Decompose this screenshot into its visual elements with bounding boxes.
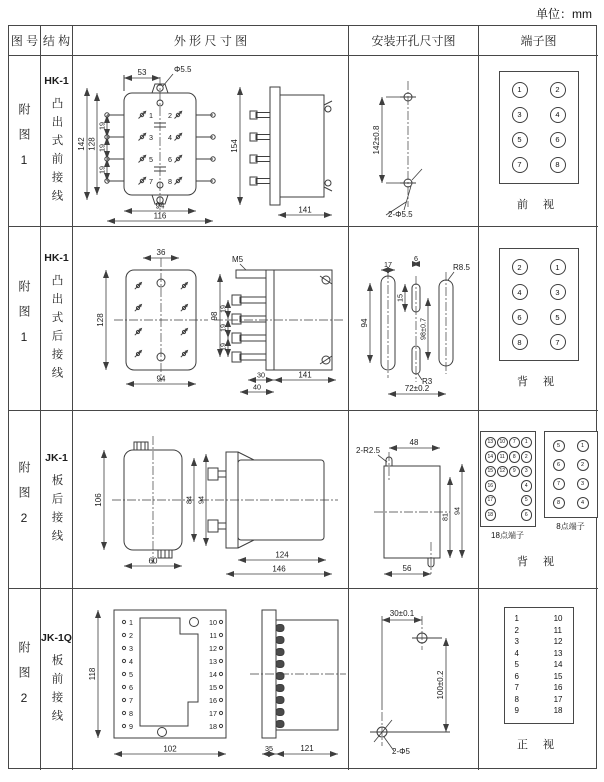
dim-label: 56 xyxy=(402,563,411,573)
terminal-point: 2 xyxy=(521,451,533,463)
header-install: 安装开孔尺寸图 xyxy=(349,26,479,56)
outline-drawing-jk1 xyxy=(74,412,348,588)
dim-label: 53 xyxy=(137,67,146,77)
terminal-no: 9 xyxy=(514,706,519,716)
dim-label: 94 xyxy=(452,506,461,515)
terminal-no: 10 xyxy=(553,614,563,624)
terminal-point: 1 xyxy=(577,440,589,452)
terminal-box-18 xyxy=(480,431,536,527)
header-terminal: 端子图 xyxy=(479,26,598,56)
terminal-point: 7 xyxy=(550,334,566,350)
terminal-point: 5 xyxy=(550,309,566,325)
install-drawing-jk1 xyxy=(350,412,478,588)
terminal-point: 16 xyxy=(485,480,497,492)
terminal-point: 8 xyxy=(550,157,566,173)
dim-label: 72±0.2 xyxy=(404,383,429,393)
terminal-point: 7 xyxy=(553,478,565,490)
header-fig-no: 图 号 xyxy=(9,26,41,56)
dim-label: 84 xyxy=(184,495,193,504)
terminal-row3 xyxy=(479,411,598,589)
view-label: 正 视 xyxy=(516,738,561,751)
dim-label: 118 xyxy=(87,667,97,681)
terminal-point: 1 xyxy=(521,437,533,449)
mount-label: 板前接线 xyxy=(50,653,63,728)
rear-view xyxy=(96,248,208,384)
terminal-point: 3 xyxy=(521,466,533,478)
dim-label: 60 xyxy=(148,556,157,565)
mount-label: 凸出式后接线 xyxy=(50,274,63,385)
structure-row2 xyxy=(41,227,73,411)
terminal-no: 2 xyxy=(167,110,172,120)
terminal-point: 4 xyxy=(521,480,533,492)
terminal-col-right xyxy=(554,614,563,717)
side-view xyxy=(200,452,338,574)
terminal-point: 8 xyxy=(553,497,565,509)
dim-label: 141 xyxy=(297,205,312,214)
install-drawing-jk1q xyxy=(350,590,478,769)
dim-label: 19 xyxy=(97,121,106,130)
terminal-no: 7 xyxy=(514,683,519,693)
install-row4 xyxy=(349,589,479,770)
install-row3 xyxy=(349,411,479,589)
terminal-no: 1 xyxy=(148,110,153,120)
view-label: 背 视 xyxy=(516,376,561,388)
terminal-no: 3 xyxy=(128,644,133,653)
terminal-point: 3 xyxy=(512,107,528,123)
dim-label: 142 xyxy=(76,136,86,151)
terminal-point: 2 xyxy=(577,459,589,471)
dim-label: 94 xyxy=(196,495,205,504)
terminal-point: 9 xyxy=(509,466,521,478)
terminal-point: 4 xyxy=(512,284,528,300)
fig-no-label: 附图1 xyxy=(17,280,31,357)
terminal-no: 2 xyxy=(128,631,133,640)
outline-row1 xyxy=(73,56,349,227)
side-view xyxy=(230,87,332,215)
dim-label: Φ5.5 xyxy=(173,64,192,74)
dim-label: 19 xyxy=(97,143,106,152)
terminal-point: 10 xyxy=(497,437,509,449)
terminal-no: 8 xyxy=(514,694,519,704)
terminal-no: 7 xyxy=(148,176,153,186)
terminal-no: 14 xyxy=(208,670,217,679)
terminal-no: 13 xyxy=(208,657,217,666)
terminal-boxes xyxy=(480,431,598,541)
dim-label: 142±0.8 xyxy=(371,125,381,154)
terminal-no: 1 xyxy=(128,618,133,627)
terminal-no: 12 xyxy=(208,644,217,653)
terminal-no: 11 xyxy=(553,625,562,635)
dim-label: 102 xyxy=(162,744,177,754)
dim-label: 121 xyxy=(299,744,314,753)
terminal-no: 18 xyxy=(553,706,563,716)
terminal-point: 7 xyxy=(509,437,521,449)
terminal-box-numeric xyxy=(504,607,574,724)
terminal-8pt xyxy=(544,431,598,532)
model-label: HK-1 xyxy=(44,74,69,87)
terminal-no: 12 xyxy=(553,637,563,647)
dim-label: 116 xyxy=(153,211,166,220)
model-label: HK-1 xyxy=(44,252,69,264)
model-label: JK-1Q xyxy=(41,631,72,644)
terminal-no: 3 xyxy=(148,132,153,142)
terminal-point: 2 xyxy=(550,82,566,98)
dim-label: 124 xyxy=(274,550,289,559)
terminal-caption: 18点端子 xyxy=(491,530,524,540)
outline-row2 xyxy=(73,227,349,411)
mount-label: 板后接线 xyxy=(50,473,63,548)
dim-label: 94 xyxy=(359,318,369,327)
terminal-no: 10 xyxy=(208,618,217,627)
terminal-no: 5 xyxy=(128,670,133,679)
terminal-no: 1 xyxy=(514,614,519,624)
dim-label: 2-R2.5 xyxy=(355,445,380,455)
terminal-no: 4 xyxy=(514,648,519,658)
terminal-no: 15 xyxy=(553,671,563,681)
terminal-no: 17 xyxy=(553,694,563,704)
fig-no-row2 xyxy=(9,227,41,411)
dim-label: 2-Φ5 xyxy=(391,747,410,756)
terminal-point: 1 xyxy=(512,82,528,98)
dim-label: 98±0.7 xyxy=(418,317,427,340)
dim-label: 19 xyxy=(97,165,106,174)
front-view xyxy=(94,436,206,566)
model-label: JK-1 xyxy=(45,451,68,464)
terminal-box-8 xyxy=(544,431,598,518)
terminal-no: 6 xyxy=(128,683,133,692)
dim-label: 94 xyxy=(155,201,164,210)
install-drawing-hk1-rear xyxy=(350,228,478,410)
terminal-point: 4 xyxy=(550,107,566,123)
terminal-no: 9 xyxy=(128,722,133,731)
dim-label: 15 xyxy=(395,293,404,302)
terminal-no: 2 xyxy=(514,625,519,635)
terminal-point: 8 xyxy=(512,334,528,350)
dim-label: 128 xyxy=(95,312,105,327)
install-row2 xyxy=(349,227,479,411)
terminal-no: 13 xyxy=(553,648,563,658)
terminal-point: 13 xyxy=(485,437,497,449)
front-view xyxy=(88,610,226,754)
terminal-point: 14 xyxy=(485,451,497,463)
mount-label: 凸出式前接线 xyxy=(50,96,63,208)
terminal-18pt xyxy=(480,431,536,541)
dim-label: R3 xyxy=(421,376,432,386)
terminal-no: 5 xyxy=(514,660,519,670)
install-drawing-hk1-front xyxy=(350,57,478,226)
dim-label: 98 xyxy=(209,311,219,320)
terminal-no: 4 xyxy=(167,132,172,142)
terminal-no: 15 xyxy=(208,683,217,692)
dim-label: 106 xyxy=(93,492,103,507)
dim-label: 154 xyxy=(229,138,239,153)
outline-row3 xyxy=(73,411,349,589)
structure-row1 xyxy=(41,56,73,227)
fig-no-row1 xyxy=(9,56,41,227)
dim-label: 35 xyxy=(264,744,273,753)
front-view xyxy=(77,65,215,221)
terminal-point: 5 xyxy=(553,440,565,452)
terminal-point: 6 xyxy=(512,309,528,325)
dim-label: 17 xyxy=(383,259,392,269)
terminal-point: 6 xyxy=(550,132,566,148)
dim-label: 146 xyxy=(271,564,286,573)
outline-drawing-hk1-front xyxy=(74,57,348,226)
terminal-point: 11 xyxy=(497,451,509,463)
terminal-point: 1 xyxy=(550,259,566,275)
dim-label: 19 xyxy=(218,304,227,313)
dim-label: 100±0.2 xyxy=(435,670,445,700)
terminal-no: 6 xyxy=(167,154,172,164)
thread-label: M5 xyxy=(231,254,243,264)
terminal-no: 8 xyxy=(128,709,133,718)
dim-label: R8.5 xyxy=(452,262,470,272)
unit-label: 单位：mm xyxy=(536,7,592,21)
terminal-row1 xyxy=(479,56,598,227)
terminal-point: 6 xyxy=(553,459,565,471)
terminal-point: 15 xyxy=(485,466,497,478)
fig-no-label: 附图2 xyxy=(17,641,31,718)
outline-drawing-hk1-rear xyxy=(74,228,348,410)
dim-label: 48 xyxy=(409,437,418,447)
terminal-point: 6 xyxy=(521,509,533,521)
terminal-no: 17 xyxy=(208,709,217,718)
terminal-box-rear xyxy=(499,248,579,361)
structure-row3 xyxy=(41,411,73,589)
drawing-table xyxy=(8,25,597,769)
terminal-point: 5 xyxy=(512,132,528,148)
terminal-point: 12 xyxy=(497,466,509,478)
install-row1 xyxy=(349,56,479,227)
terminal-no: 5 xyxy=(148,154,153,164)
terminal-no: 16 xyxy=(208,696,217,705)
terminal-no: 8 xyxy=(167,176,172,186)
terminal-point: 3 xyxy=(577,478,589,490)
terminal-no: 7 xyxy=(128,696,133,705)
dim-label: 81 xyxy=(440,512,449,521)
side-view xyxy=(250,610,346,754)
terminal-point: 3 xyxy=(550,284,566,300)
dim-label: 19 xyxy=(218,342,227,351)
terminal-point: 4 xyxy=(577,497,589,509)
header-structure: 结 构 xyxy=(41,26,73,56)
dim-label: 30±0.1 xyxy=(389,609,414,618)
side-view xyxy=(210,255,344,392)
terminal-point: 2 xyxy=(512,259,528,275)
terminal-point: 18 xyxy=(485,509,497,521)
fig-no-label: 附图2 xyxy=(17,461,31,538)
terminal-no: 18 xyxy=(208,722,217,731)
terminal-point: 8 xyxy=(509,451,521,463)
fig-no-label: 附图1 xyxy=(17,102,31,180)
dim-label: 94 xyxy=(156,374,165,383)
outline-drawing-jk1q xyxy=(74,590,348,769)
terminal-no: 11 xyxy=(209,631,217,640)
terminal-row2 xyxy=(479,227,598,411)
dim-label: 19 xyxy=(218,323,227,332)
view-label: 背 视 xyxy=(516,555,561,568)
dim-label: 40 xyxy=(252,382,261,391)
dim-label: 6 xyxy=(413,253,418,263)
terminal-box-front xyxy=(499,71,579,184)
header-outline: 外 形 尺 寸 图 xyxy=(73,26,349,56)
terminal-caption: 8点端子 xyxy=(556,521,585,531)
fig-no-row3 xyxy=(9,411,41,589)
terminal-point: 5 xyxy=(521,495,533,507)
dim-label: 36 xyxy=(156,247,165,257)
terminal-point: 7 xyxy=(512,157,528,173)
terminal-point: 17 xyxy=(485,495,497,507)
terminal-no: 4 xyxy=(128,657,133,666)
terminal-no: 3 xyxy=(514,637,519,647)
terminal-row4 xyxy=(479,589,598,770)
dim-label: 30 xyxy=(256,370,265,379)
terminal-no: 16 xyxy=(553,683,563,693)
dim-label: 128 xyxy=(87,136,96,151)
dim-label: 2-Φ5.5 xyxy=(387,209,413,219)
view-label: 前 视 xyxy=(516,198,561,211)
structure-row4 xyxy=(41,589,73,770)
fig-no-row4 xyxy=(9,589,41,770)
terminal-col-left xyxy=(515,614,519,717)
dim-label: 141 xyxy=(297,370,312,379)
terminal-no: 6 xyxy=(514,671,519,681)
outline-row4 xyxy=(73,589,349,770)
terminal-no: 14 xyxy=(553,660,563,670)
